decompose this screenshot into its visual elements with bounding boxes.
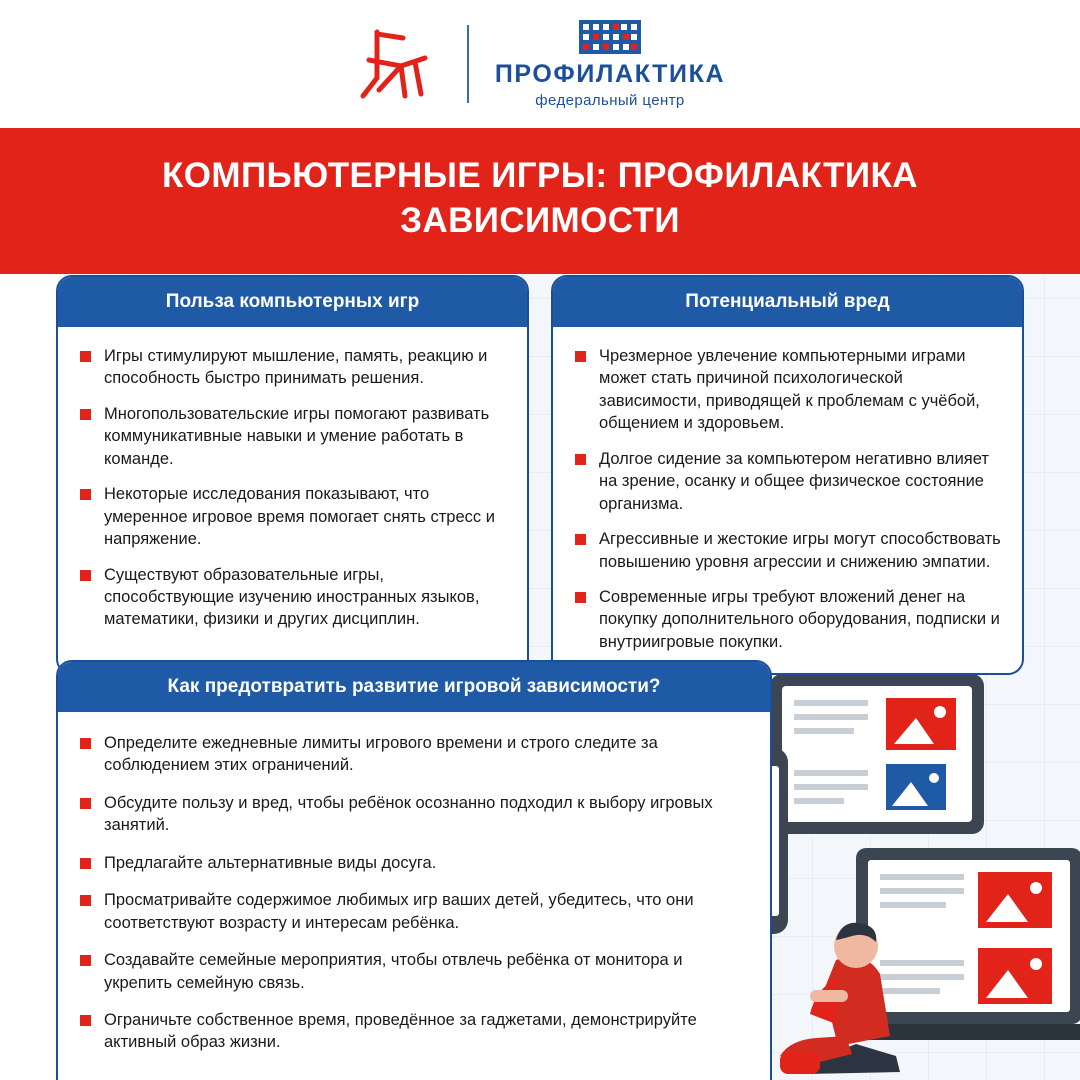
list-item: Ограничьте собственное время, проведённое за гаджетами, демонстрируйте активный образ жизни. [80, 1009, 748, 1054]
card-harms [551, 275, 1024, 675]
flag-grid-icon [579, 20, 641, 54]
card-prevention-heading: Как предотвратить развитие игровой зависимости? [58, 662, 770, 712]
list-item: Игры стимулируют мышление, память, реакцию и способность быстро принимать решения. [80, 345, 507, 390]
image-placeholder-red [978, 872, 1052, 928]
brand-subtitle: федеральный центр [535, 91, 685, 109]
card-harms-heading: Потенциальный вред [553, 277, 1022, 327]
card-prevention [56, 660, 772, 1080]
list-item: Обсудите пользу и вред, чтобы ребёнок осознанно подходил к выбору игровых занятий. [80, 792, 748, 837]
card-harms-body [553, 327, 1022, 673]
list-item: Современные игры требуют вложений денег на покупку дополнительного оборудования, подписки и внутриигровые покупки. [575, 586, 1002, 653]
list-item: Агрессивные и жестокие игры могут способствовать повышению уровня агрессии и снижению эмпатии. [575, 528, 1002, 573]
image-placeholder-red [886, 698, 956, 750]
logo-divider [467, 25, 469, 103]
background-left-strip [0, 240, 60, 1080]
tablet-icon [770, 674, 984, 834]
header [0, 0, 1080, 128]
list-item: Долгое сидение за компьютером негативно влияет на зрение, осанку и общее физическое состояние организма. [575, 448, 1002, 515]
list-item: Чрезмерное увлечение компьютерными играми может стать причиной психологической зависимости, приводящей к проблемам с учёбой, общением и здоровьем. [575, 345, 1002, 435]
list-item: Определите ежедневные лимиты игрового времени и строго следите за соблюдением этих ограничений. [80, 732, 748, 777]
card-prevention-list [80, 732, 748, 1054]
brand-block [495, 20, 725, 109]
card-benefits-list [80, 345, 507, 631]
list-item: Многопользовательские игры помогают развивать коммуникативные навыки и умение работать в команде. [80, 403, 507, 470]
list-item: Просматривайте содержимое любимых игр ваших детей, убедитесь, что они соответствуют возрасту и интересам ребёнка. [80, 889, 748, 934]
list-item: Создавайте семейные мероприятия, чтобы отвлечь ребёнка от монитора и укрепить семейную связь. [80, 949, 748, 994]
image-placeholder-red-2 [978, 948, 1052, 1004]
page-title: КОМПЬЮТЕРНЫЕ ИГРЫ: ПРОФИЛАКТИКА ЗАВИСИМОСТИ [162, 156, 918, 240]
card-prevention-body [58, 712, 770, 1080]
card-benefits-body [58, 327, 527, 651]
card-benefits-heading: Польза компьютерных игр [58, 277, 527, 327]
list-item: Существуют образовательные игры, способствующие изучению иностранных языков, математики, физики и других дисциплин. [80, 564, 507, 631]
cards-row [56, 275, 1024, 675]
list-item: Некоторые исследования показывают, что умеренное игровое время помогает снять стресс и напряжение. [80, 483, 507, 550]
list-item: Предлагайте альтернативные виды досуга. [80, 852, 748, 874]
chair-logo-icon [355, 24, 441, 104]
card-benefits [56, 275, 529, 675]
title-band [0, 128, 1080, 274]
card-harms-list [575, 345, 1002, 653]
brand-title: ПРОФИЛАКТИКА [494, 59, 726, 88]
image-placeholder-blue [886, 764, 946, 810]
